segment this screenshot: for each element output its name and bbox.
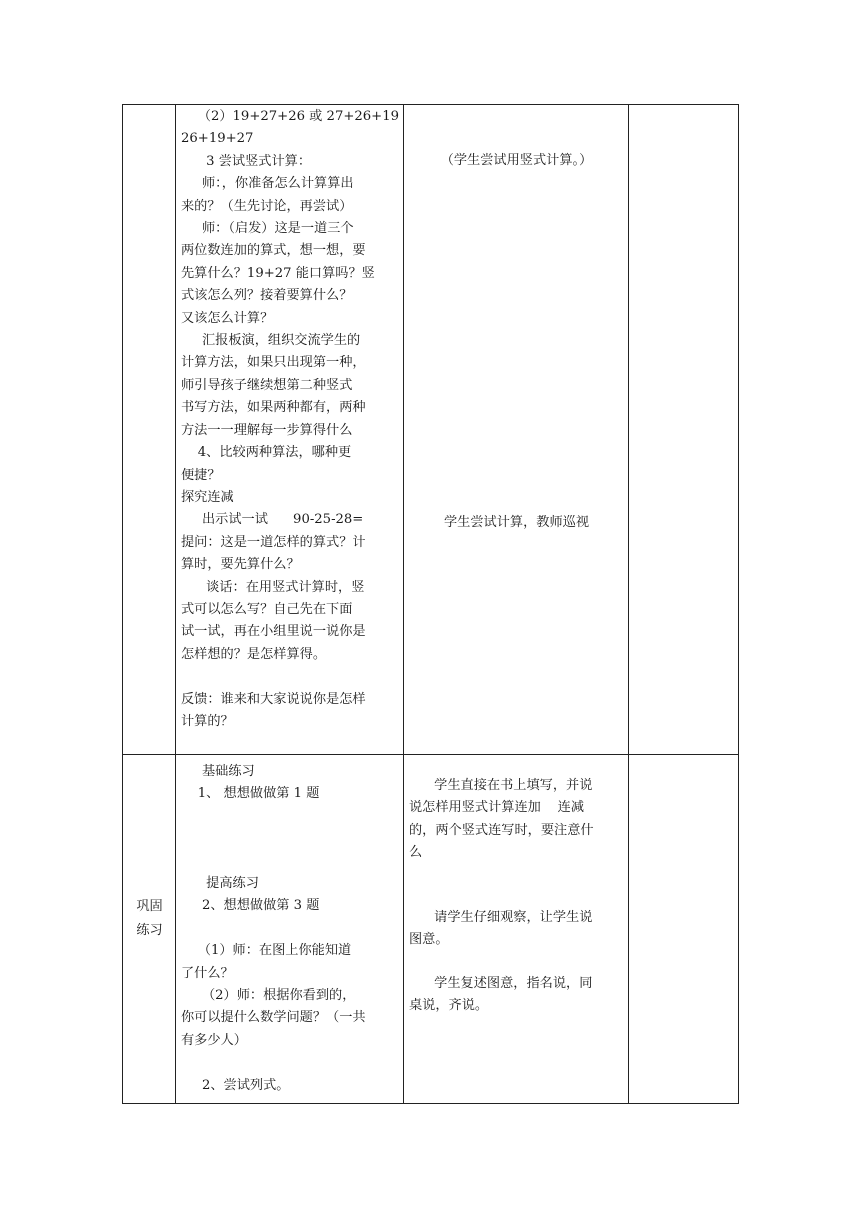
text-line: （2）师：根据你看到的，: [181, 988, 356, 1004]
text-line: 来的？（生先讨论，再尝试）: [181, 198, 353, 214]
text-line: 计算方法，如果只出现第一种，: [181, 355, 366, 371]
teacher-activity-cell: [176, 105, 404, 755]
text-line: 4、比较两种算法，哪种更: [181, 445, 352, 461]
text-line: 么: [409, 845, 423, 861]
lesson-plan-table: [122, 104, 739, 1104]
text-line: 方法一一理解每一步算得什么: [181, 422, 353, 438]
text-line: 书写方法，如果两种都有，两种: [181, 400, 366, 416]
text-line: 提高练习: [181, 876, 259, 892]
text-line: 提问：这是一道怎样的算式？计: [181, 534, 366, 550]
text-line: 说怎样用竖式计算连加 连减: [409, 800, 585, 816]
text-line: 3 尝试竖式计算：: [181, 153, 312, 169]
text-line: [181, 851, 399, 873]
text-line: 式可以怎么写？自己先在下面: [181, 601, 353, 617]
text-line: 桌说，齐说。: [409, 998, 489, 1014]
text-line: 学生直接在书上填写，并说: [409, 778, 593, 793]
text-line: 又该怎么计算？: [181, 310, 274, 326]
student-note: （学生尝试用竖式计算。）: [440, 153, 593, 168]
text-line: 学生复述图意，指名说，同: [409, 976, 593, 991]
section-cell: [123, 105, 176, 755]
text-line: 便捷？: [181, 467, 221, 483]
text-line: 两位数连加的算式，想一想，要: [181, 243, 366, 259]
section-label: 巩固: [136, 899, 163, 914]
text-line: 式该怎么列？接着要算什么？: [181, 288, 353, 304]
text-line: 2、尝试列式。: [181, 1077, 290, 1093]
section-cell: [123, 755, 176, 1104]
text-line: [181, 806, 399, 828]
student-activity-cell: [404, 105, 629, 755]
text-line: 2、想想做做第 3 题: [181, 898, 320, 914]
text-line: 26+19+27: [181, 131, 254, 147]
text-line: 的，两个竖式连写时，要注意什: [409, 822, 594, 838]
text-line: 基础练习: [181, 764, 255, 779]
text-line: [181, 1052, 399, 1074]
text-line: 图意。: [409, 932, 449, 948]
text-line: 了什么？: [181, 965, 234, 981]
text-line: [181, 828, 399, 850]
text-line: 谈话：在用竖式计算时，竖: [181, 579, 365, 595]
text-line: 师引导孩子继续想第二种竖式: [181, 377, 353, 393]
table-row: [123, 105, 739, 755]
text-line: 试一试，再在小组里说一说你是: [181, 624, 366, 640]
text-line: 反馈：谁来和大家说说你是怎样: [181, 691, 366, 707]
text-line: 1、 想想做做第 1 题: [181, 786, 320, 802]
text-line: [181, 666, 399, 688]
text-line: 请学生仔细观察，让学生说: [409, 910, 593, 925]
text-line: 出示试一试 90-25-28=: [181, 512, 364, 528]
text-line: 你可以提什么数学问题？（一共: [181, 1010, 366, 1026]
text-line: 探究连减: [181, 489, 234, 505]
text-line: 算时，要先算什么？: [181, 557, 300, 573]
text-line: [181, 918, 399, 940]
text-line: （2）19+27+26 或 27+26+19: [181, 109, 399, 124]
text-line: 先算什么？19+27 能口算吗？竖: [181, 265, 375, 281]
table-row: [123, 755, 739, 1104]
student-activity-cell: [404, 755, 629, 1104]
notes-cell: [629, 105, 739, 755]
text-line: 有多少人）: [181, 1032, 247, 1048]
text-line: 汇报板演，组织交流学生的: [181, 333, 361, 349]
text-line: （1）师：在图上你能知道: [181, 943, 352, 959]
text-line: 师：，你准备怎么计算算出: [181, 176, 354, 192]
text-line: 师：（启发）这是一道三个: [181, 221, 354, 237]
section-label: 练习: [136, 923, 163, 938]
teacher-activity-cell: [176, 755, 404, 1104]
notes-cell: [629, 755, 739, 1104]
text-line: 怎样想的？是怎样算得。: [181, 646, 327, 662]
text-line: 计算的？: [181, 713, 234, 729]
student-note: 学生尝试计算，教师巡视: [443, 515, 590, 530]
